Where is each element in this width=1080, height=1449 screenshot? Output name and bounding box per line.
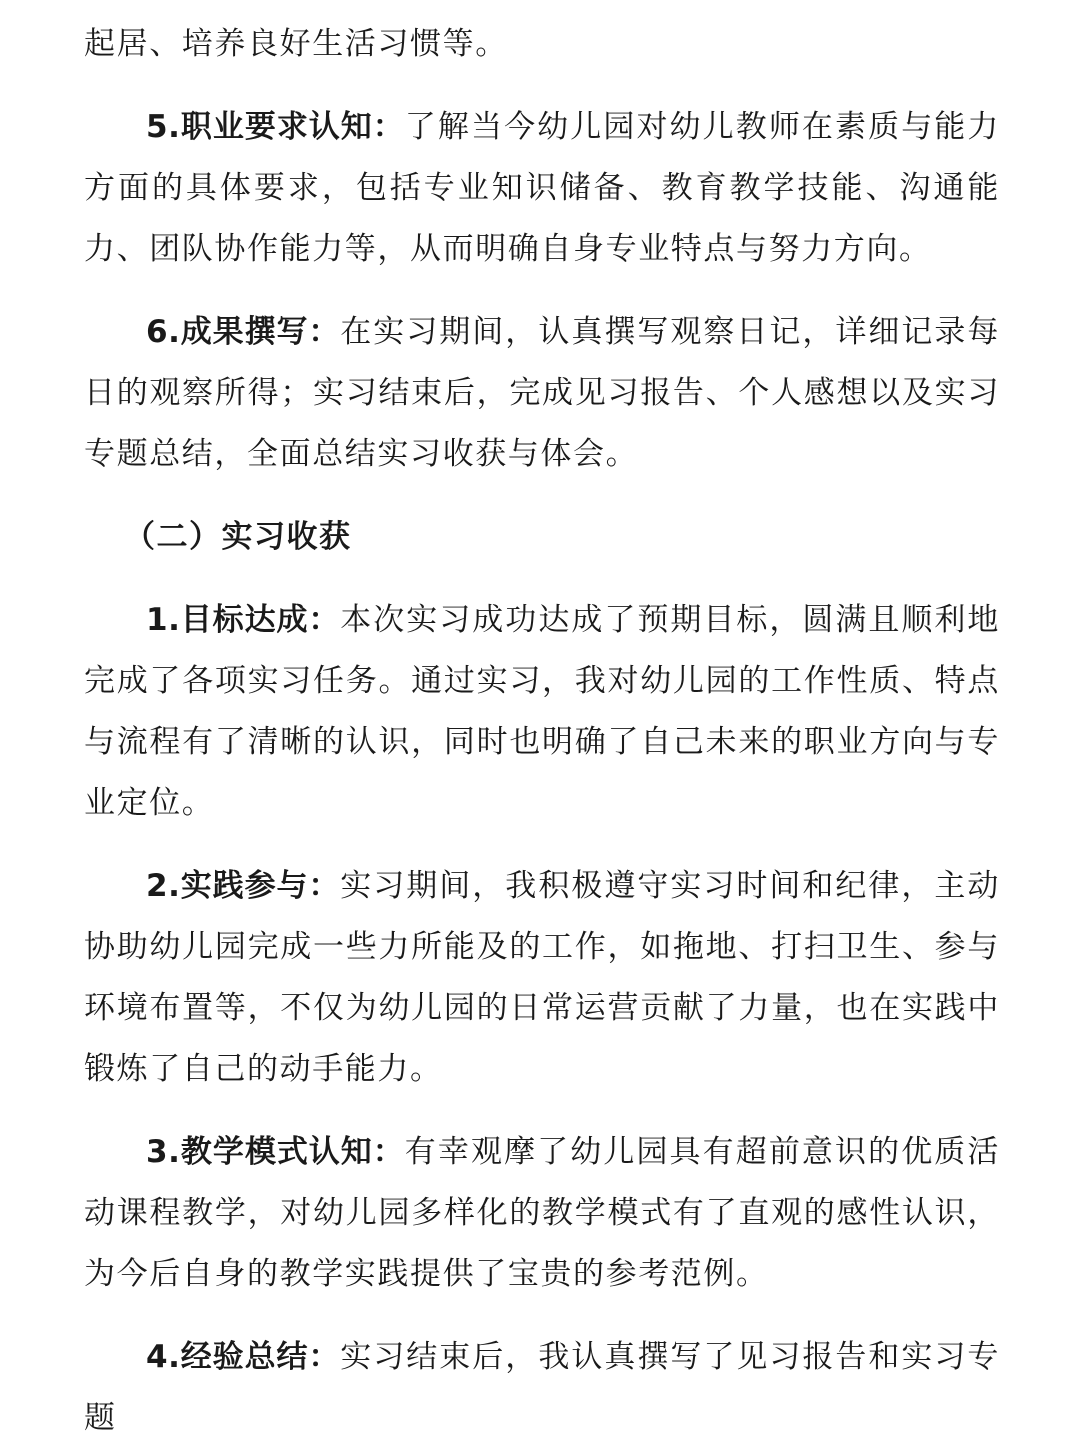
paragraph-results-writing	[84, 302, 1000, 485]
paragraph-heading: 5.职业要求认知：	[146, 109, 405, 145]
paragraph-text: 有幸观摩了幼儿园具有超前意识的优质活动课程教学，对幼儿园多样化的教学模式有了直观的感性认识，为今后自身的教学实践提供了宝贵的参考范例。	[84, 1134, 1000, 1292]
paragraph-text: 起居、培养良好生活习惯等。	[84, 26, 508, 62]
paragraph-heading: 6.成果撰写：	[146, 314, 341, 350]
paragraph-text: 了解当今幼儿园对幼儿教师在素质与能力方面的具体要求，包括专业知识储备、教育教学技能、沟通能力、团队协作能力等，从而明确自身专业特点与努力方向。	[84, 109, 1000, 267]
paragraph-text: 在实习期间，认真撰写观察日记，详细记录每日的观察所得；实习结束后，完成见习报告、个人感想以及实习专题总结，全面总结实习收获与体会。	[84, 314, 1000, 472]
paragraph-career-requirements	[84, 97, 1000, 280]
paragraph-text: 实习期间，我积极遵守实习时间和纪律，主动协助幼儿园完成一些力所能及的工作，如拖地、打扫卫生、参与环境布置等，不仅为幼儿园的日常运营贡献了力量，也在实践中锻炼了自己的动手能力。	[84, 868, 1000, 1087]
document-page	[84, 0, 1000, 1449]
paragraph-goal-achievement	[84, 590, 1000, 834]
paragraph-continuation	[84, 14, 1000, 75]
paragraph-heading: 2.实践参与：	[146, 868, 341, 904]
paragraph-heading: 3.教学模式认知：	[146, 1134, 405, 1170]
paragraph-heading: 4.经验总结：	[146, 1339, 341, 1375]
section-title: （二）实习收获	[124, 519, 352, 555]
paragraph-practice-participation	[84, 856, 1000, 1100]
paragraph-heading: 1.目标达成：	[146, 602, 341, 638]
paragraph-text: 本次实习成功达成了预期目标，圆满且顺利地完成了各项实习任务。通过实习，我对幼儿园的工作性质、特点与流程有了清晰的认识，同时也明确了自己未来的职业方向与专业定位。	[84, 602, 1000, 821]
paragraph-text: 实习结束后，我认真撰写了见习报告和实习专题	[84, 1339, 1000, 1436]
paragraph-experience-summary	[84, 1327, 1000, 1449]
paragraph-teaching-model	[84, 1122, 1000, 1305]
